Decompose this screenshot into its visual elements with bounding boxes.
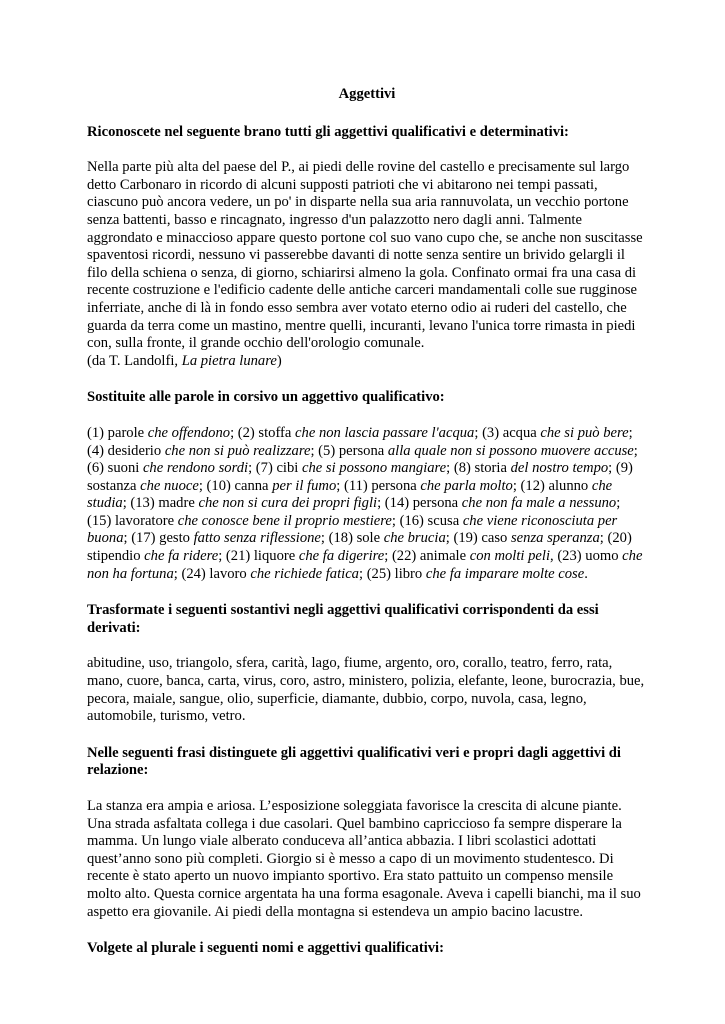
- exercise-item-italic: che si può bere: [540, 424, 629, 441]
- exercise-item-separator: ;: [320, 530, 329, 547]
- exercise-item-separator: ;: [336, 477, 344, 494]
- exercise-item-italic: che studia: [87, 477, 613, 512]
- exercise-item-separator: ;: [628, 424, 633, 441]
- source-suffix: ): [276, 352, 282, 369]
- exercise-item-noun: (16) scusa: [399, 512, 463, 529]
- exercise-item-separator: ,: [550, 548, 558, 565]
- exercise-item-separator: ;: [198, 477, 207, 494]
- exercise-item-italic: che nuoce: [140, 477, 199, 494]
- exercise-item-noun: (21) liquore: [225, 548, 299, 565]
- exercise-item-noun: (25) libro: [366, 565, 426, 582]
- exercise-item-italic: che viene riconosciuta per buona: [87, 512, 618, 547]
- source-prefix: (da T. Landolfi,: [87, 352, 182, 369]
- exercise-item-italic: che si possono mangiare: [301, 460, 447, 477]
- exercise-item-italic: che parla molto: [420, 477, 513, 494]
- section4-heading: Nelle seguenti frasi distinguete gli aggettivi qualificativi veri e propri dagli aggettivi di relazione:: [87, 744, 621, 779]
- exercise-item-italic: che non ha fortuna: [87, 548, 643, 582]
- exercise-item-italic: che brucia: [383, 530, 446, 547]
- exercise-item-italic: che fa ridere: [144, 548, 219, 565]
- exercise-item-italic: che offendono: [147, 424, 231, 441]
- exercise-item-separator: ;: [616, 495, 621, 512]
- exercise-item-noun: (11) persona: [343, 477, 421, 494]
- exercise-item-italic: fatto senza riflessione: [193, 530, 321, 547]
- exercise-item-separator: ;: [173, 565, 182, 582]
- exercise-item-italic: con molti peli: [469, 548, 551, 565]
- exercise-item-separator: ;: [123, 530, 132, 547]
- exercise-item-italic: per il fumo: [272, 477, 337, 494]
- exercise-item-noun: (10) canna: [206, 477, 273, 494]
- exercise-item-separator: ;: [377, 495, 385, 512]
- page-title: Aggettivi: [338, 86, 396, 102]
- exercise-item-noun: (9) sostanza: [87, 460, 633, 494]
- exercise-item-italic: che non si può realizzare: [164, 442, 311, 459]
- exercise-item-separator: ;: [445, 530, 454, 547]
- exercise-item-separator: ;: [391, 512, 400, 529]
- section4-sentences: La stanza era ampia e ariosa. L’esposizione soleggiata favorisce la crescita di alcune piante. Una strada asfaltata collega i due casolari. Quel bambino capriccioso fa sempre disperare la mamma. Un lungo viale alberato conduceva all’antica abbazia. I libri scolastici adottati quest’anno sono più completi. Giorgio si è messo a capo di un movimento studentesco. Di recente è stato aperto un nuovo impianto sportivo. Era stato pattuito un compenso mensile molto alto. Questa cornice argentata ha una forma esagonale. Aveva i capelli bianchi, ma il suo aspetto era giovanile. Ai piedi della montagna si estendeva un ampio bacino lacustre.: [87, 798, 641, 920]
- exercise-item-noun: (17) gesto: [131, 530, 194, 547]
- section2-heading: Sostituite alle parole in corsivo un aggettivo qualificativo:: [87, 389, 445, 406]
- exercise-item-separator: ;: [248, 460, 256, 477]
- section1-heading: Riconoscete nel seguente brano tutti gli aggettivi qualificativi e determinativi:: [87, 123, 569, 140]
- exercise-item-italic: che conosce bene il proprio mestiere: [177, 512, 392, 529]
- exercise-item-separator: ;: [218, 548, 226, 565]
- exercise-item-noun: (22) animale: [391, 548, 470, 565]
- exercise-item-noun: (5) persona: [318, 442, 388, 459]
- exercise-item-separator: ;: [358, 565, 367, 582]
- exercise-item-noun: (13) madre: [130, 495, 199, 512]
- exercise-item-separator: ;: [512, 477, 521, 494]
- exercise-item-separator: ;: [474, 424, 483, 441]
- exercise-item-noun: (24) lavoro: [181, 565, 251, 582]
- exercise-item-noun: (2) stoffa: [237, 424, 296, 441]
- exercise-item-noun: (20) stipendio: [87, 530, 632, 565]
- section3-heading: Trasformate i seguenti sostantivi negli aggettivi qualificativi corrispondenti da essi derivati:: [87, 602, 599, 636]
- exercise-item-italic: che non si cura dei propri figli: [198, 495, 378, 512]
- section3-word-list: abitudine, uso, triangolo, sfera, carità, lago, fiume, argento, oro, corallo, teatro, ferro, rata, mano, cuore, banca, carta, virus, coro, astro, ministero, polizia, elefante, leone, burocrazia, bue, pecora, maiale, sangue, olio, superficie, diamante, dubbio, corpo, nuvola, casa, legno, automobile, turismo, vetro.: [87, 655, 645, 725]
- exercise-item-noun: (4) desiderio: [87, 442, 165, 459]
- section5-heading: Volgete al plurale i seguenti nomi e aggettivi qualificativi:: [87, 940, 444, 957]
- exercise-item-separator: .: [584, 565, 588, 582]
- section1-source: [87, 353, 647, 371]
- exercise-item-separator: ;: [608, 460, 616, 477]
- document-page: [87, 86, 647, 976]
- exercise-item-italic: del nostro tempo: [510, 460, 609, 477]
- exercise-item-noun: (1) parole: [87, 424, 148, 441]
- section2-exercise-list: [87, 425, 647, 583]
- exercise-item-noun: (18) sole: [328, 530, 384, 547]
- exercise-item-italic: che non fa male a nessuno: [461, 495, 617, 512]
- exercise-item-separator: ;: [230, 424, 238, 441]
- exercise-item-italic: che richiede fatica: [250, 565, 359, 582]
- exercise-item-separator: ;: [599, 530, 608, 547]
- exercise-item-separator: ;: [122, 495, 131, 512]
- exercise-item-noun: (6) suoni: [87, 460, 143, 477]
- exercise-item-italic: che fa imparare molte cose: [425, 565, 585, 582]
- exercise-item-separator: ;: [633, 442, 638, 459]
- exercise-item-noun: (8) storia: [453, 460, 511, 477]
- exercise-item-noun: (3) acqua: [482, 424, 541, 441]
- exercise-item-noun: (23) uomo: [557, 548, 623, 565]
- exercise-item-noun: (19) caso: [453, 530, 511, 547]
- exercise-item-italic: che fa digerire: [298, 548, 385, 565]
- exercise-item-noun: (12) alunno: [520, 477, 592, 494]
- exercise-item-noun: (15) lavoratore: [87, 512, 178, 529]
- exercise-item-italic: che non lascia passare l'acqua: [295, 424, 475, 441]
- source-title: La pietra lunare: [181, 352, 277, 369]
- exercise-item-separator: ;: [310, 442, 319, 459]
- section1-passage: Nella parte più alta del paese del P., ai piedi delle rovine del castello e precisamente sul largo detto Carbonaro in ricordo di alcuni supposti patrioti che vi abitarono nei tempi passati, ciascuno può ancora vedere, un po' in disparte nella sua aria rannuvolata, un vecchio portone senza battenti, basso e rincagnato, ingresso d'un palazzotto nero dagli anni. Talmente aggrondato e minaccioso appare questo portone col suo vano cupo che, se anche non suscitasse spaventosi ricordi, nessuno vi passerebbe davanti di notte senza sentire un brivido gelargli il filo della schiena o senza, di giorno, schiarirsi almeno la gola. Confinato ormai fra una casa di recente costruzione e l'edificio cadente delle antiche carceri mandamentali colle sue rugginose inferriate, anche di là in fondo esso sembra aver votato eterno odio ai ruderi del castello, che guarda da terra come un mastino, mentre quelli, incuranti, levano l'unica torre rimasta in piedi con, sulla fronte, il grande occhio dell'orologio comunale.: [87, 159, 643, 352]
- exercise-item-noun: (7) cibi: [255, 460, 302, 477]
- exercise-item-separator: ;: [384, 548, 392, 565]
- exercise-item-noun: (14) persona: [384, 495, 462, 512]
- exercise-item-italic: senza speranza: [511, 530, 600, 547]
- exercise-item-italic: alla quale non si possono muovere accuse: [387, 442, 634, 459]
- exercise-item-italic: che rendono sordi: [142, 460, 249, 477]
- exercise-item-separator: ;: [446, 460, 454, 477]
